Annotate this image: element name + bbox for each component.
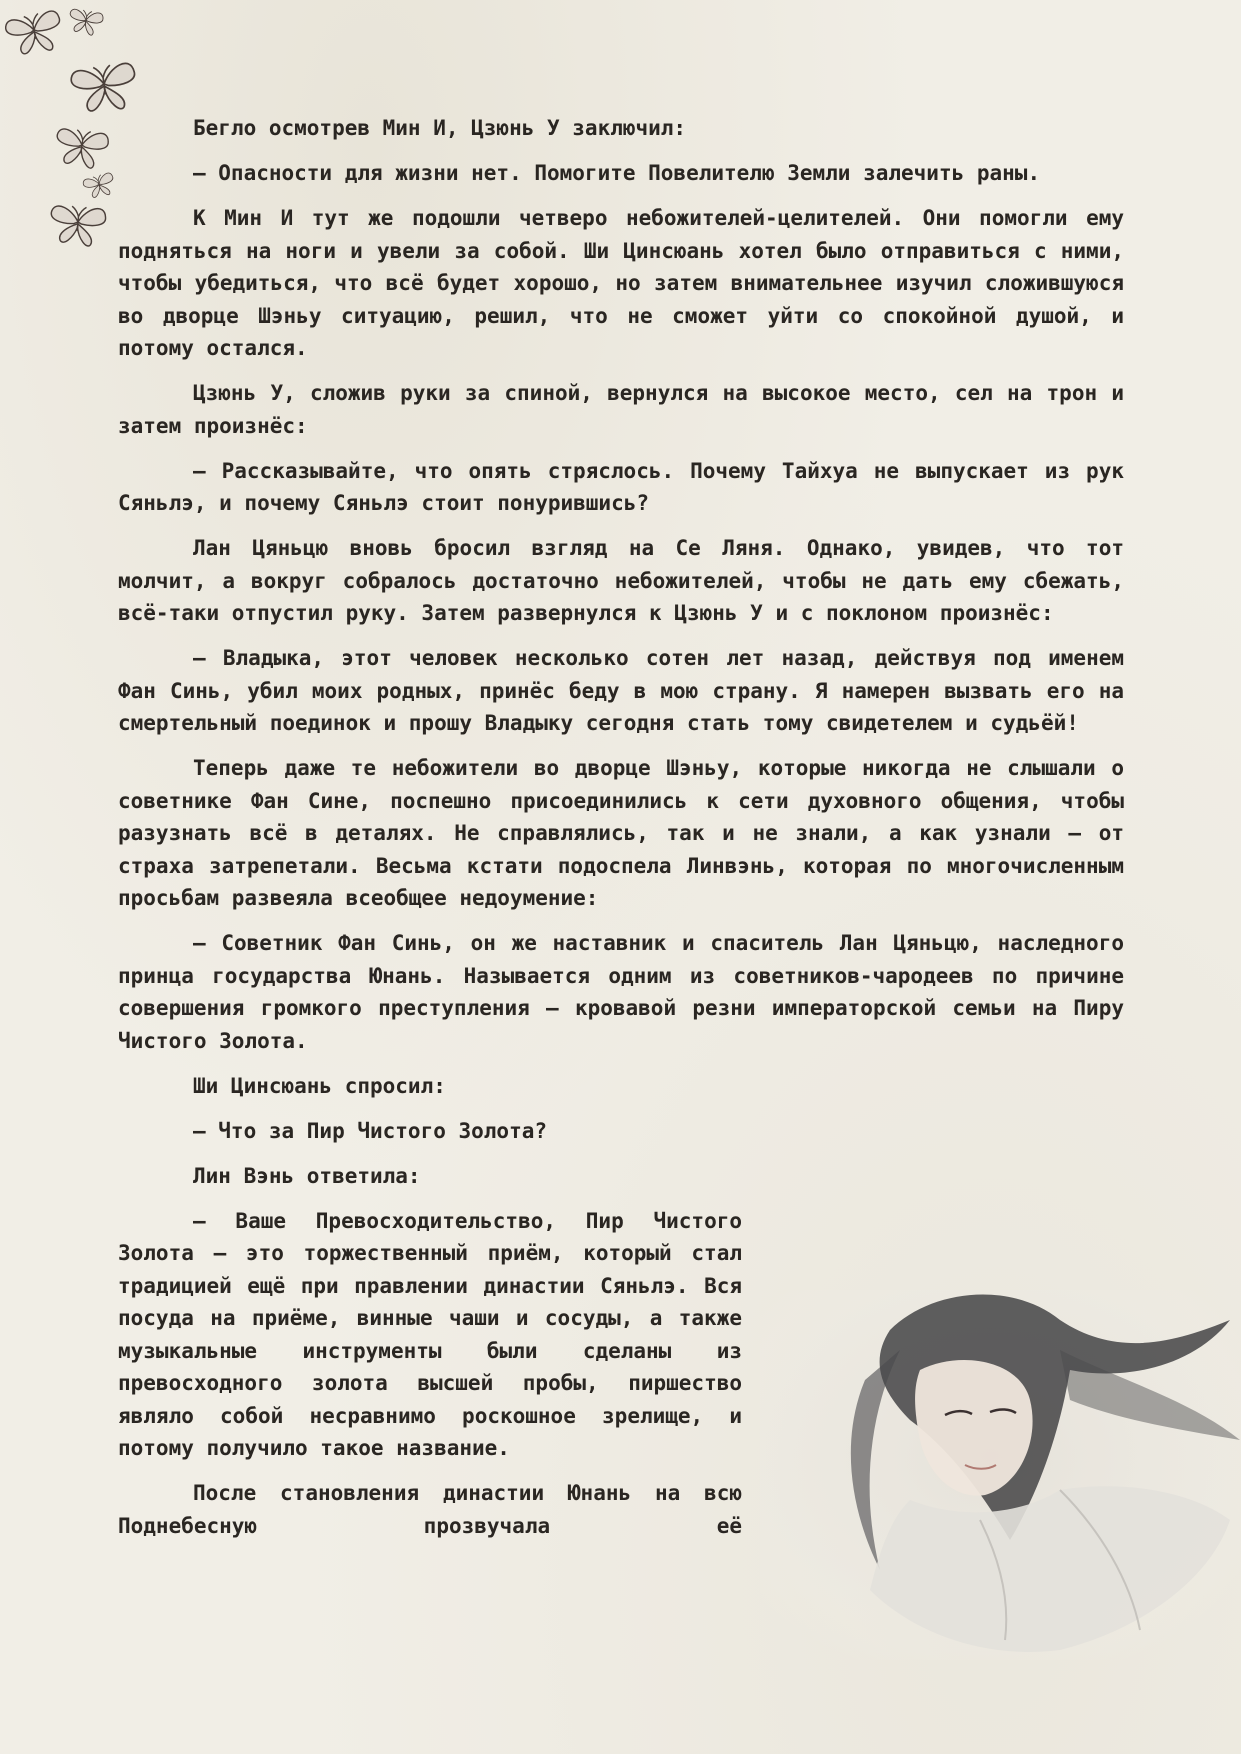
paragraph: Лан Цяньцю вновь бросил взгляд на Се Ляня. Однако, увидев, что тот молчит, а вокруг собралось достаточно небожителей, чтобы не дать ему сбежать, всё-таки отпустил руку. Затем развернулся к Цзюнь У и с поклоном произнёс:: [118, 536, 1124, 625]
paragraph: Ши Цинсюань спросил:: [193, 1073, 446, 1098]
dialogue-paragraph: — Что за Пир Чистого Золота?: [193, 1118, 548, 1143]
document-page: [118, 112, 1124, 1555]
paragraph: Лин Вэнь ответила:: [193, 1163, 421, 1188]
dialogue-paragraph: — Владыка, этот человек несколько сотен лет назад, действуя под именем Фан Синь, убил моих родных, принёс беду в мою страну. Я намерен вызвать его на смертельный поединок и прошу Владыку сегодня стать тому свидетелем и судьёй!: [118, 646, 1124, 735]
dialogue-paragraph: — Советник Фан Синь, он же наставник и спаситель Лан Цяньцю, наследного принца государства Юнань. Называется одним из советников-чародеев по причине совершения громкого преступления — кровавой резни императорской семьи на Пиру Чистого Золота.: [118, 931, 1124, 1053]
paragraph: Цзюнь У, сложив руки за спиной, вернулся на высокое место, сел на трон и затем произнёс:: [118, 381, 1124, 438]
dialogue-paragraph: — Опасности для жизни нет. Помогите Повелителю Земли залечить раны.: [193, 161, 1041, 185]
paragraph: К Мин И тут же подошли четверо небожителей-целителей. Они помогли ему подняться на ноги и увели за собой. Ши Цинсюань хотел было отправиться с ними, чтобы убедиться, что всё будет хорошо, но затем внимательнее изучил сложившуюся во дворце Шэньу ситуацию, решил, что не сможет уйти со спокойной душой, и потому остался.: [118, 206, 1124, 360]
dialogue-paragraph: — Ваше Превосходительство, Пир Чистого Золота — это торжественный приём, который стал традицией ещё при правлении династии Сяньлэ. Вся посуда на приёме, винные чаши и сосуды, а также музыкальные инструменты были сделаны из превосходного золота высшей пробы, пиршество являло собой несравнимо роскошное зрелище, и потому получило такое название.: [118, 1208, 742, 1460]
paragraph: Бегло осмотрев Мин И, Цзюнь У заключил:: [193, 116, 687, 140]
paragraph: После становления династии Юнань на всю Поднебесную прозвучала её: [118, 1481, 742, 1538]
paragraph: Теперь даже те небожители во дворце Шэньу, которые никогда не слышали о советнике Фан Сине, поспешно присоединились к сети духовного общения, чтобы разузнать всё в деталях. Не справлялись, так и не знали, а как узнали — от страха затрепетали. Весьма кстати подоспела Линвэнь, которая по многочисленным просьбам развеяла всеобщее недоумение:: [118, 756, 1124, 910]
dialogue-paragraph: — Рассказывайте, что опять стряслось. Почему Тайхуа не выпускает из рук Сяньлэ, и почему Сяньлэ стоит понурившись?: [118, 458, 1124, 515]
